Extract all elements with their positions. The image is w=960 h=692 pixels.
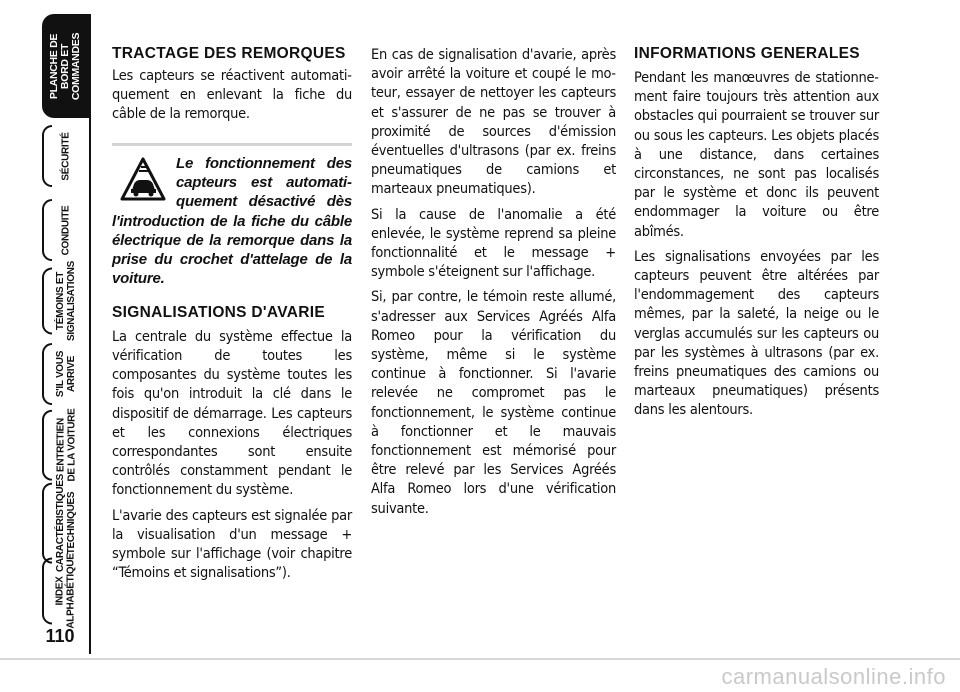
tab-conduite[interactable] (42, 194, 90, 266)
tab-label: ENTRETIEN DE LA VOITURE (55, 408, 77, 482)
paragraph: La centrale du système effectue la vérification de toutes les composantes du système toutes les fois qu'on introduit la clé dans le dispositif de démarrage. Les capteurs et les connexions électriques correspondantes sont ensuite contrôlés constamment pendant le fonctionnement du système. (112, 328, 352, 499)
tab-planche-de-bord[interactable] (42, 14, 90, 118)
note-text: Le fonctionnement des capteurs est automatiquement désactivé dès l'introduction de la fiche du câble électrique de la remorque dans la prise du crochet d'attelage de la voiture. (112, 154, 352, 288)
page-number: 110 (45, 626, 75, 646)
column-left (112, 44, 352, 589)
paragraph: Les capteurs se réactivent automatiquement en enlevant la fiche du câble de la remorque. (112, 68, 352, 123)
tab-label: SÉCURITÉ (60, 131, 72, 181)
column-right (634, 44, 879, 427)
column-middle (371, 46, 616, 525)
car-warning-icon (120, 156, 166, 202)
paragraph: Les signalisations envoyées par les capteurs peuvent être altérées par l'endommagement des capteurs mêmes, par la saleté, la neige ou le verglas accumulés sur les capteurs ou par les systèmes à ultrasons (par ex. freins pneumatiques des camions ou marteaux pneumatiques) présents dans les alentours. (634, 248, 879, 419)
paragraph: Pendant les manœuvres de stationnement faire toujours très attention aux obstacles qui pourraient se trouver sur ou sous les capteurs. Les objets placés à une distance, dans certaines circonstances, ne sont pas localisés par le système et donc ils peuvent endommager la voiture ou être abîmés. (634, 70, 879, 240)
tab-securite[interactable] (42, 120, 90, 192)
tab-label: INDEX ALPHABÉTIQUE (55, 553, 78, 629)
tab-label: CONDUITE (60, 205, 72, 255)
paragraph: Si, par contre, le témoin reste allumé, s'adresser aux Services Agréés Alfa Romeo pour la vérification du système, même si le système continue à fonctionner. Si l'avarie relevée ne compromet pas le fonctionnement, le système continue à fonctionner et le mauvais fonctionnement est mémorisé pour être relevé par les Services Agréés Alfa Romeo lors d'une vérification suivante. (371, 289, 616, 517)
paragraph: En cas de signalisation d'avarie, après avoir arrêté la voiture et coupé le moteur, essayer de nettoyer les capteurs et s'assurer de ne pas se trouver à proximité de sources d'émission éventuelles d'ultrasons (par ex. freins pneumatiques de camions et marteaux pneumatiques). (371, 47, 616, 198)
heading-avarie: SIGNALISATIONS D'AVARIE (112, 303, 325, 321)
warning-note (112, 143, 352, 289)
heading-informations: INFORMATIONS GENERALES (634, 45, 860, 62)
tab-label: S'IL VOUS ARRIVE (55, 350, 77, 398)
tab-label: CARACTÉRISTIQUES TECHNIQUES (55, 474, 78, 572)
tab-index[interactable] (42, 552, 90, 630)
footer-rule (0, 658, 960, 660)
tab-temoins[interactable] (42, 262, 90, 340)
tab-sil-vous-arrive[interactable] (42, 338, 90, 410)
tab-label: PLANCHE DE BORD ET COMMANDES (48, 32, 83, 100)
heading-tractage: TRACTAGE DES REMORQUES (112, 45, 346, 62)
paragraph: Si la cause de l'anomalie a été enlevée, le système reprend sa pleine fonctionnalité et le message + symbole s'éteignent sur l'affichage. (371, 206, 616, 281)
paragraph: L'avarie des capteurs est signalée par la visualisation d'un message + symbole sur l'affichage (voir chapitre “Témoins et signalisations”). (112, 507, 352, 582)
tab-label: TÉMOINS ET SIGNALISATIONS (55, 260, 78, 342)
watermark: carmanualsonline.info (721, 664, 946, 689)
